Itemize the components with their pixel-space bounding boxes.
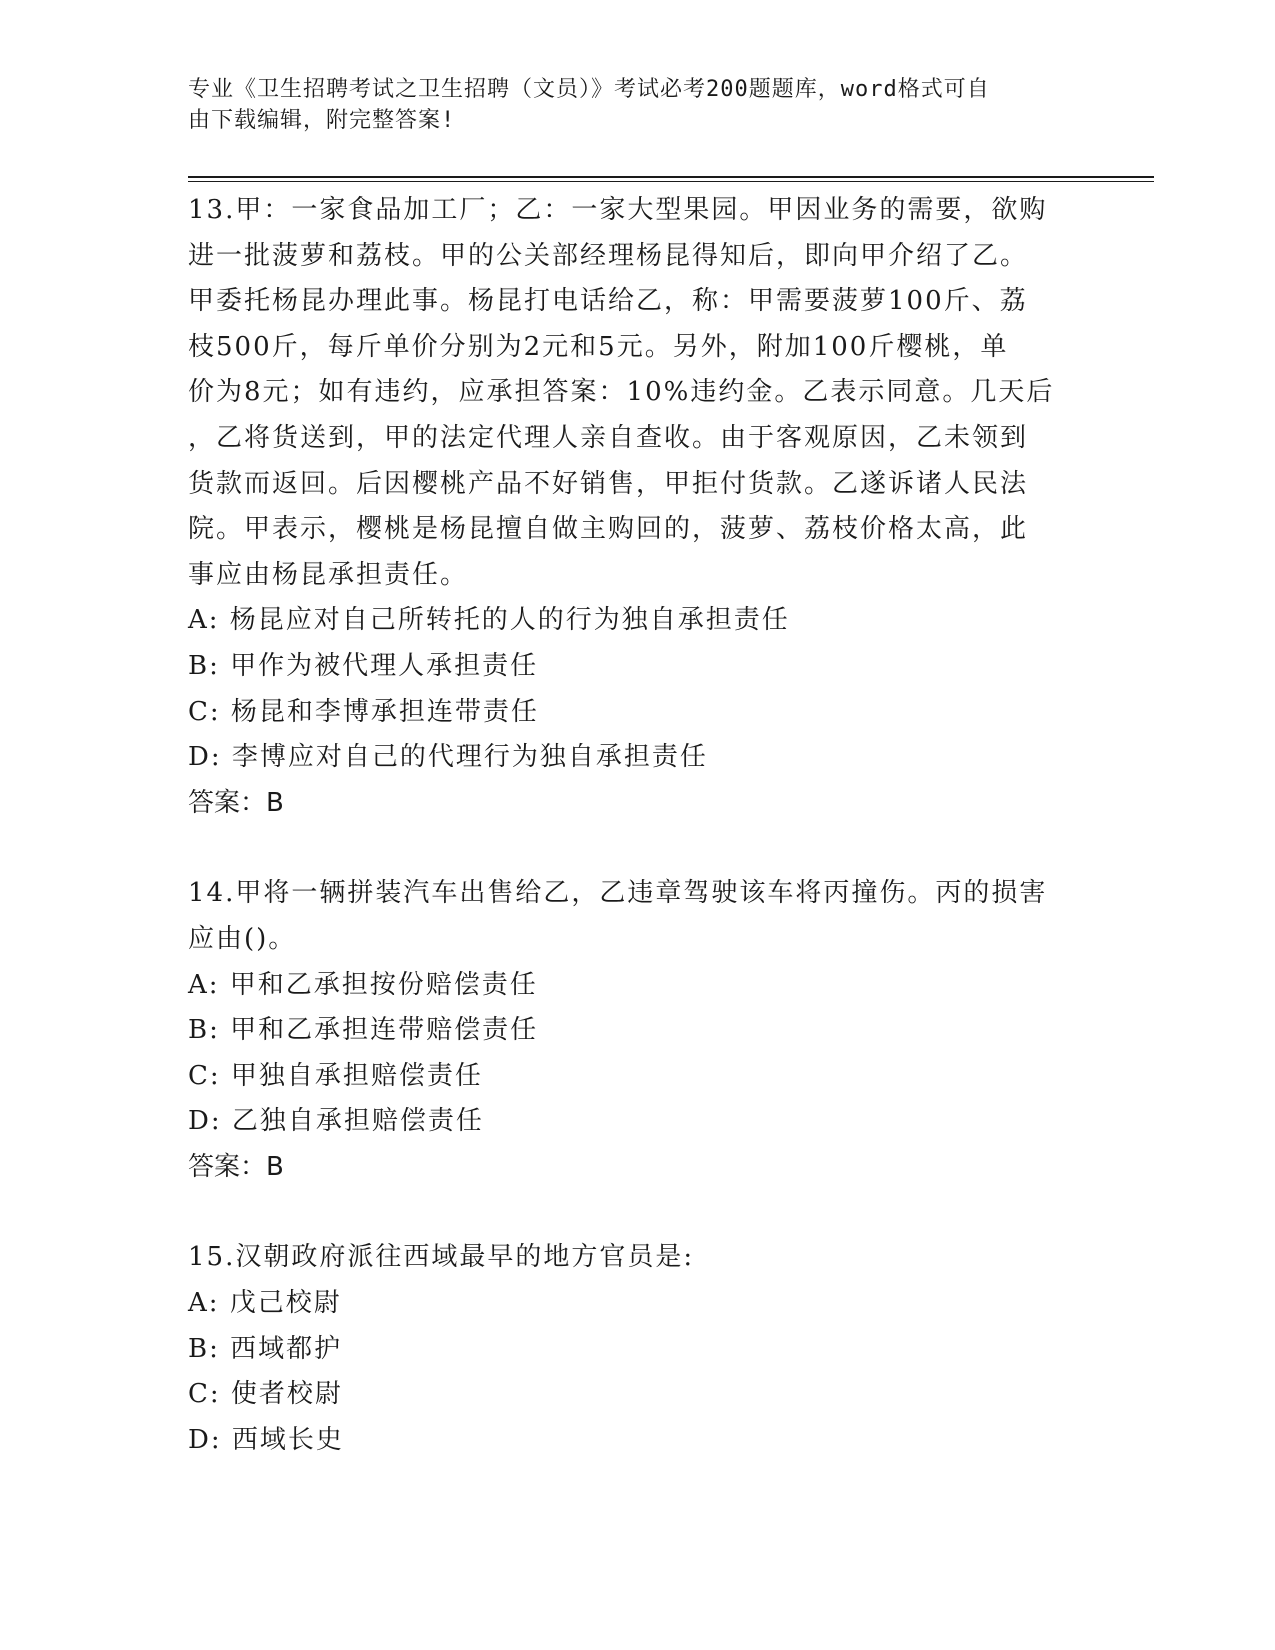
question-text-line: 应由()。 (188, 923, 297, 954)
header-line-2: 由下载编辑，附完整答案! (188, 108, 456, 133)
option-d: D: 乙独自承担赔偿责任 (188, 1106, 484, 1137)
question-text-line: 进一批菠萝和荔枝。甲的公关部经理杨昆得知后，即向甲介绍了乙。 (188, 240, 1029, 271)
option-d: D: 西域长史 (188, 1424, 344, 1455)
header-divider-thick (188, 176, 1154, 178)
option-a: A: 甲和乙承担按份赔偿责任 (188, 969, 538, 1000)
question-text-line: 甲委托杨昆办理此事。杨昆打电话给乙，称：甲需要菠萝100斤、荔 (188, 286, 1028, 317)
option-b: B: 西域都护 (188, 1333, 343, 1364)
question-text-line: 13.甲：一家食品加工厂；乙：一家大型果园。甲因业务的需要，欲购 (188, 195, 1048, 225)
option-c: C: 使者校尉 (188, 1379, 343, 1410)
question-spacer (188, 826, 1088, 871)
option-c: C: 甲独自承担赔偿责任 (188, 1060, 483, 1091)
question-text-line: 15.汉朝政府派往西域最早的地方官员是: (188, 1242, 695, 1273)
question-text-line: 事应由杨昆承担责任。 (188, 559, 469, 590)
question-text-line: 枝500斤，每斤单价分别为2元和5元。另外，附加100斤樱桃，单 (188, 331, 1009, 362)
answer-line: 答案：B (188, 787, 284, 818)
header-divider-thin (188, 181, 1154, 182)
question-13 (188, 188, 1088, 826)
question-text-line: ，乙将货送到，甲的法定代理人亲自查收。由于客观原因，乙未领到 (188, 422, 1029, 453)
question-15 (188, 1235, 1088, 1463)
option-d: D: 李博应对自己的代理行为独自承担责任 (188, 742, 708, 773)
question-text-line: 14.甲将一辆拼装汽车出售给乙，乙违章驾驶该车将丙撞伤。丙的损害 (188, 878, 1048, 909)
question-text-line: 货款而返回。后因樱桃产品不好销售，甲拒付货款。乙遂诉诸人民法 (188, 468, 1029, 499)
option-b: B: 甲作为被代理人承担责任 (188, 650, 539, 681)
option-c: C: 杨昆和李博承担连带责任 (188, 696, 539, 727)
option-a: A: 杨昆应对自己所转托的人的行为独自承担责任 (188, 605, 790, 636)
answer-line: 答案：B (188, 1151, 284, 1182)
option-b: B: 甲和乙承担连带赔偿责任 (188, 1015, 539, 1046)
option-a: A: 戊己校尉 (188, 1288, 342, 1319)
question-spacer (188, 1190, 1088, 1235)
question-text-line: 价为8元；如有违约，应承担答案：10%违约金。乙表示同意。几天后 (188, 377, 1055, 408)
header-line-1: 专业《卫生招聘考试之卫生招聘（文员）》考试必考200题题库，word格式可自 (188, 77, 990, 102)
document-header (188, 74, 1088, 136)
question-text-line: 院。甲表示，樱桃是杨昆擅自做主购回的，菠萝、荔枝价格太高，此 (188, 514, 1029, 545)
question-14 (188, 871, 1088, 1190)
question-list (188, 188, 1088, 1463)
